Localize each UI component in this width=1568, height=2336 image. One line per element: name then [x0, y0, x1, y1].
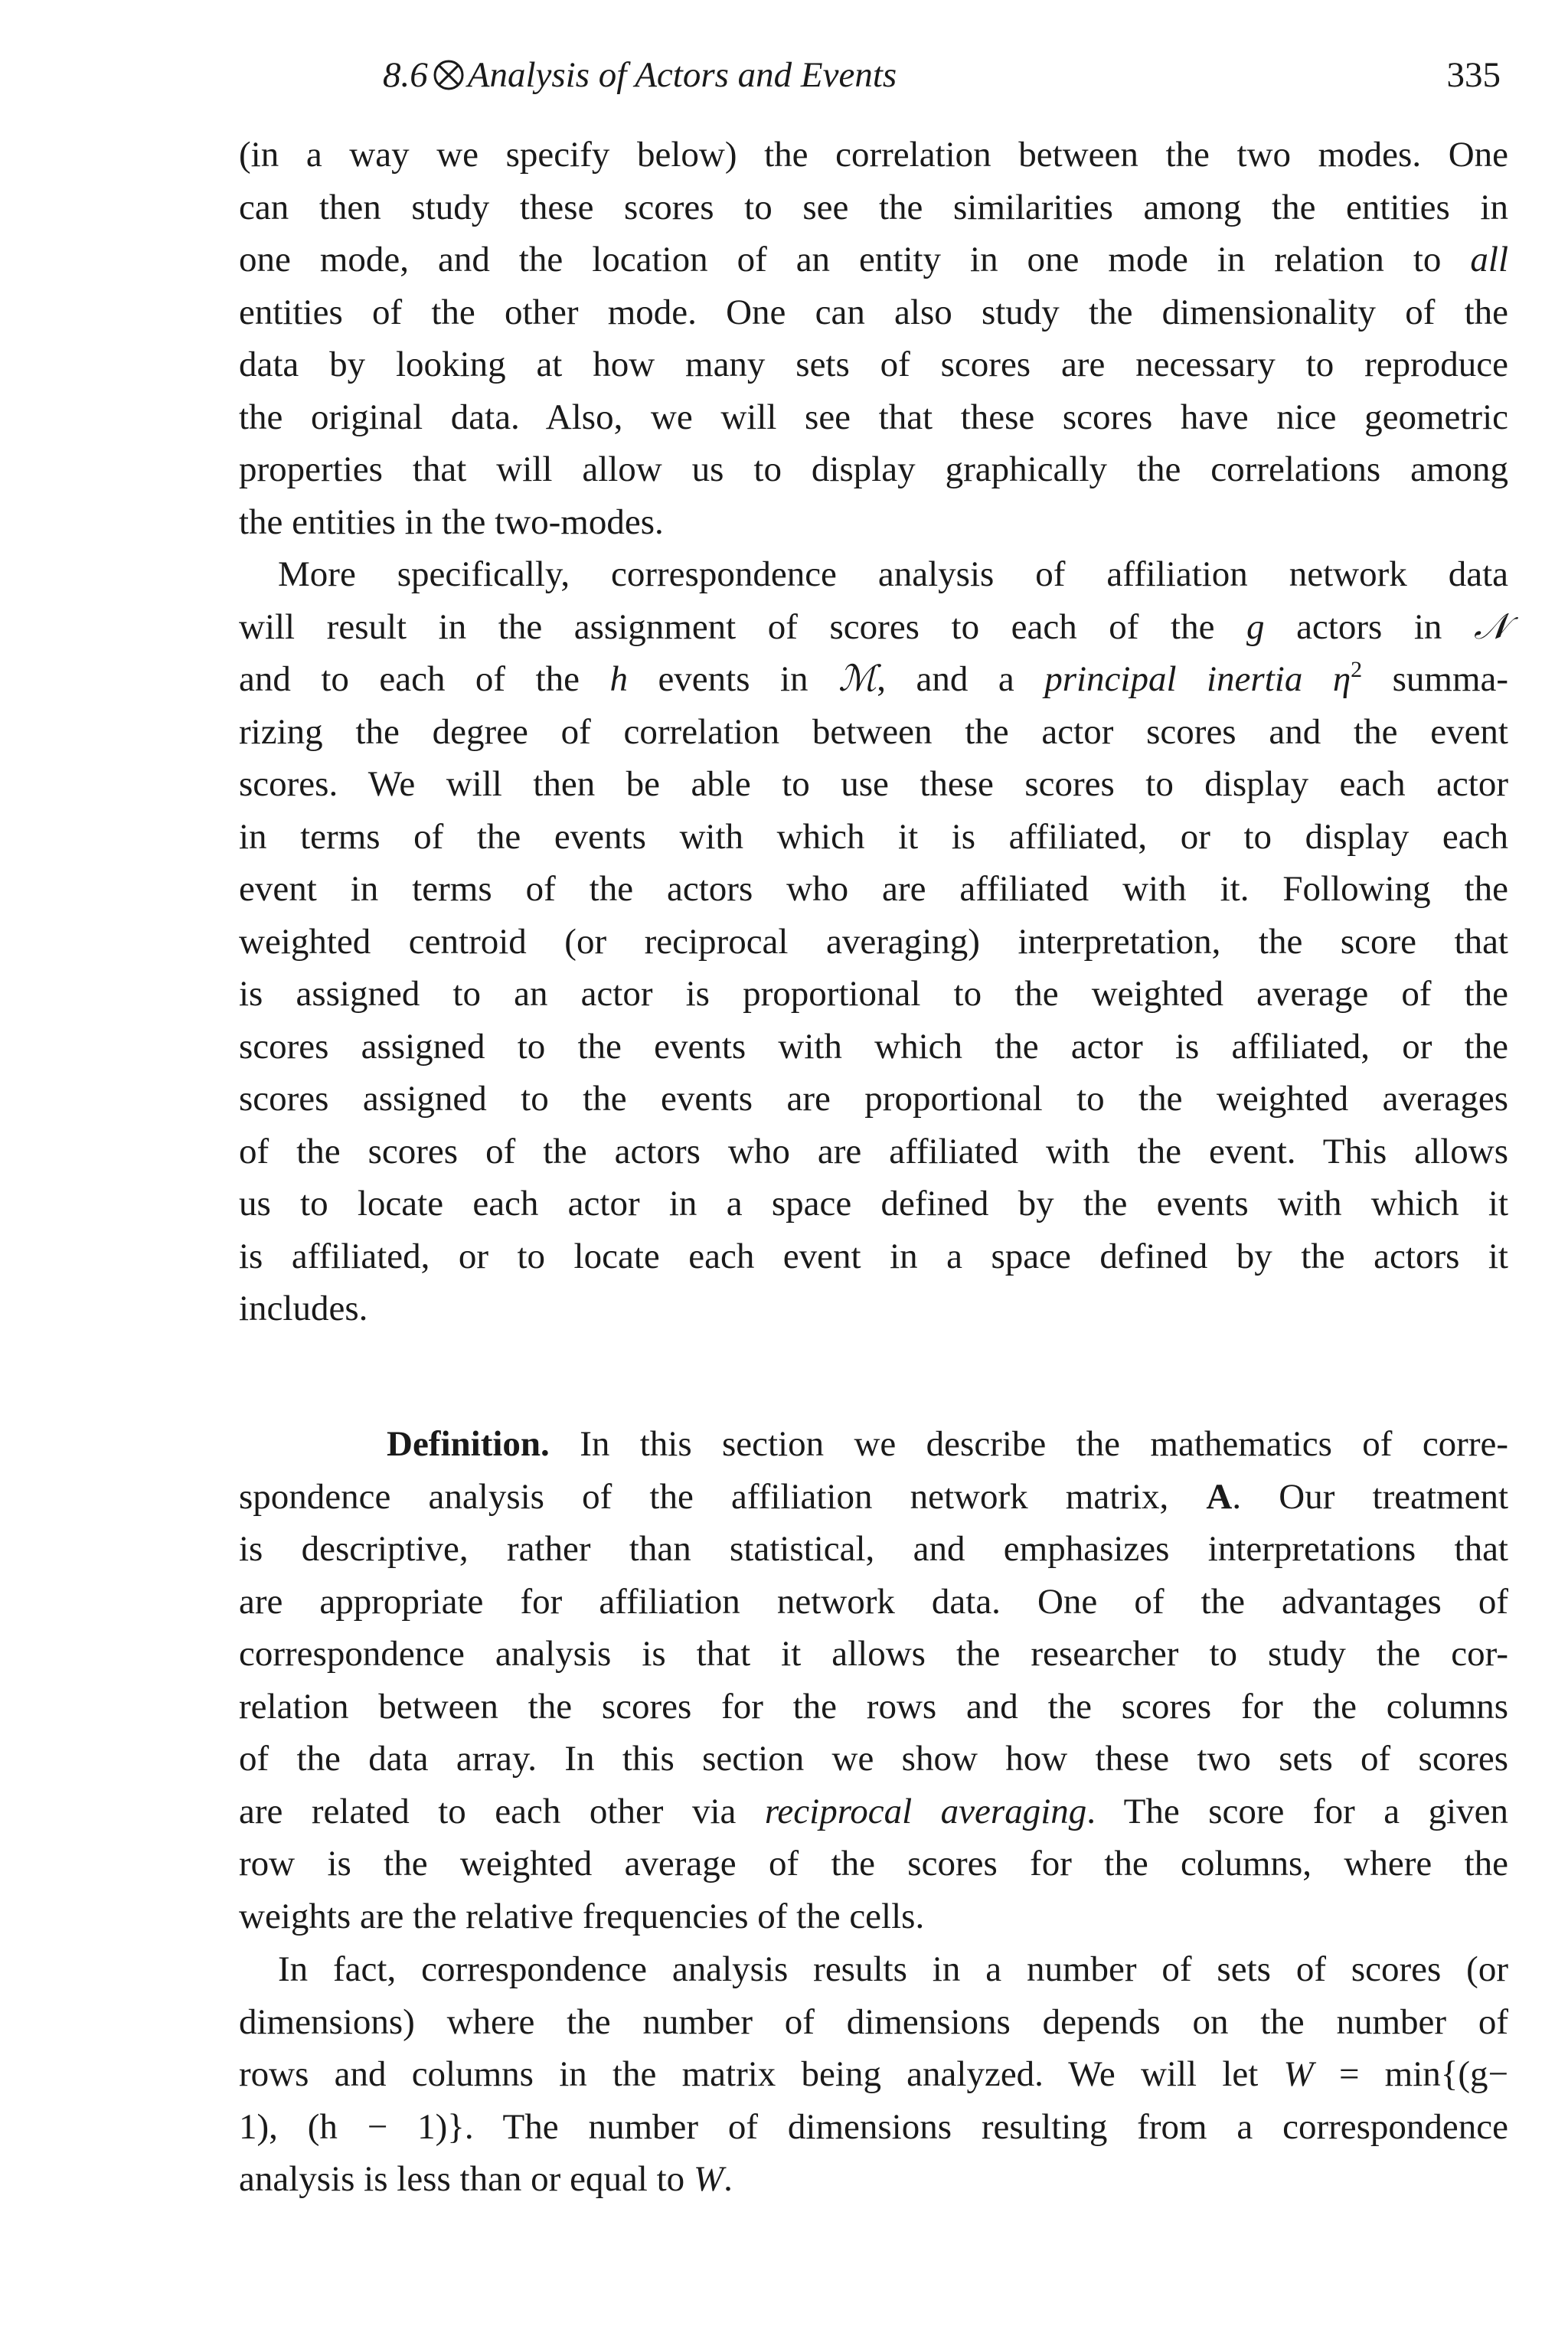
text-line: data by looking at how many sets of scores are necessary to reproduce	[239, 345, 1508, 384]
text-line: scores assigned to the events with which the actor is affiliated, or the	[239, 1026, 1508, 1067]
text-line: scores. We will then be able to use these scores to display each actor	[239, 764, 1508, 804]
text-line: is assigned to an actor is proportional to the weighted average of the	[239, 974, 1508, 1014]
text-line: rows and columns in the matrix being analyzed. We will let W = min{(g−	[239, 2054, 1509, 2094]
text-line: of the scores of the actors who are affiliated with the event. This allows	[239, 1131, 1508, 1171]
text-line: is affiliated, or to locate each event in a space defined by the actors it	[239, 1236, 1508, 1276]
paragraph-2	[239, 548, 1508, 1335]
text-line: dimensions) where the number of dimensions depends on the number of	[239, 2001, 1508, 2042]
text-line: 1), (h − 1)}. The number of dimensions resulting from a correspondence	[239, 2106, 1508, 2147]
text-line: event in terms of the actors who are affiliated with it. Following the	[239, 869, 1508, 909]
text-line: entities of the other mode. One can also study the dimensionality of the	[239, 292, 1508, 332]
paragraph-1	[239, 129, 1508, 548]
page-number: 335	[1446, 55, 1501, 95]
text-line: scores assigned to the events are proportional to the weighted averages	[239, 1079, 1508, 1119]
text-line: are related to each other via reciprocal averaging. The score for a given	[239, 1791, 1509, 1831]
text-line: and to each of the h events in ℳ, and a principal inertia $\eta^2$ summa-	[239, 657, 1509, 700]
text-line: In fact, correspondence analysis results in a number of sets of scores (or	[278, 1949, 1508, 1989]
text-line: correspondence analysis is that it allows the researcher to study the cor-	[239, 1634, 1508, 1674]
matrix-symbol: A	[1206, 1476, 1233, 1517]
text-line: the original data. Also, we will see that these scores have nice geometric	[239, 397, 1508, 437]
running-head-title	[383, 44, 897, 106]
text-line: weights are the relative frequencies of the cells.	[239, 1896, 925, 1936]
text-line: the entities in the two-modes.	[239, 502, 664, 542]
text-line: can then study these scores to see the similarities among the entities in	[239, 187, 1508, 227]
definition-term: Definition.	[387, 1424, 550, 1464]
text-line: properties that will allow us to display graphically the correlations among	[239, 449, 1508, 489]
text-line: spondence analysis of the affiliation network matrix, A. Our treatment	[239, 1476, 1509, 1517]
text-line: are appropriate for affiliation network data. One of the advantages of	[239, 1581, 1508, 1622]
text-line: will result in the assignment of scores to each of the g actors in 𝒩	[239, 605, 1508, 648]
event-set-symbol: ℳ	[838, 658, 877, 700]
text-line: analysis is less than or equal to W.	[239, 2159, 733, 2199]
paragraph-definition	[239, 1418, 1508, 1942]
text-line: (in a way we specify below) the correlation between the two modes. One	[239, 135, 1508, 175]
text-line: is descriptive, rather than statistical, and emphasizes interpretations that	[239, 1529, 1508, 1569]
text-line: includes.	[239, 1289, 368, 1328]
text-line: us to locate each actor in a space defined by the events with which it	[239, 1184, 1508, 1224]
running-head	[383, 44, 1501, 106]
paragraph-4	[239, 1943, 1508, 2206]
text-line: row is the weighted average of the scores for the columns, where the	[239, 1844, 1508, 1884]
section-number: 8.6	[383, 55, 428, 95]
text-line: relation between the scores for the rows and the scores for the columns	[239, 1686, 1508, 1727]
text-line: Definition. In this section we describe the mathematics of corre-	[387, 1424, 1509, 1464]
section-title: Analysis of Actors and Events	[467, 55, 897, 95]
text-line: in terms of the events with which it is affiliated, or to display each	[239, 816, 1508, 857]
text-line: of the data array. In this section we show how these two sets of scores	[239, 1739, 1508, 1779]
text-line: More specifically, correspondence analysis of affiliation network data	[278, 554, 1508, 594]
circled-times-icon	[433, 59, 465, 91]
text-line: one mode, and the location of an entity in one mode in relation to all	[239, 240, 1509, 279]
actor-set-symbol: 𝒩	[1473, 605, 1508, 648]
text-line: weighted centroid (or reciprocal averaging) interpretation, the score that	[239, 921, 1508, 962]
text-line: rizing the degree of correlation between the actor scores and the event	[239, 711, 1508, 752]
